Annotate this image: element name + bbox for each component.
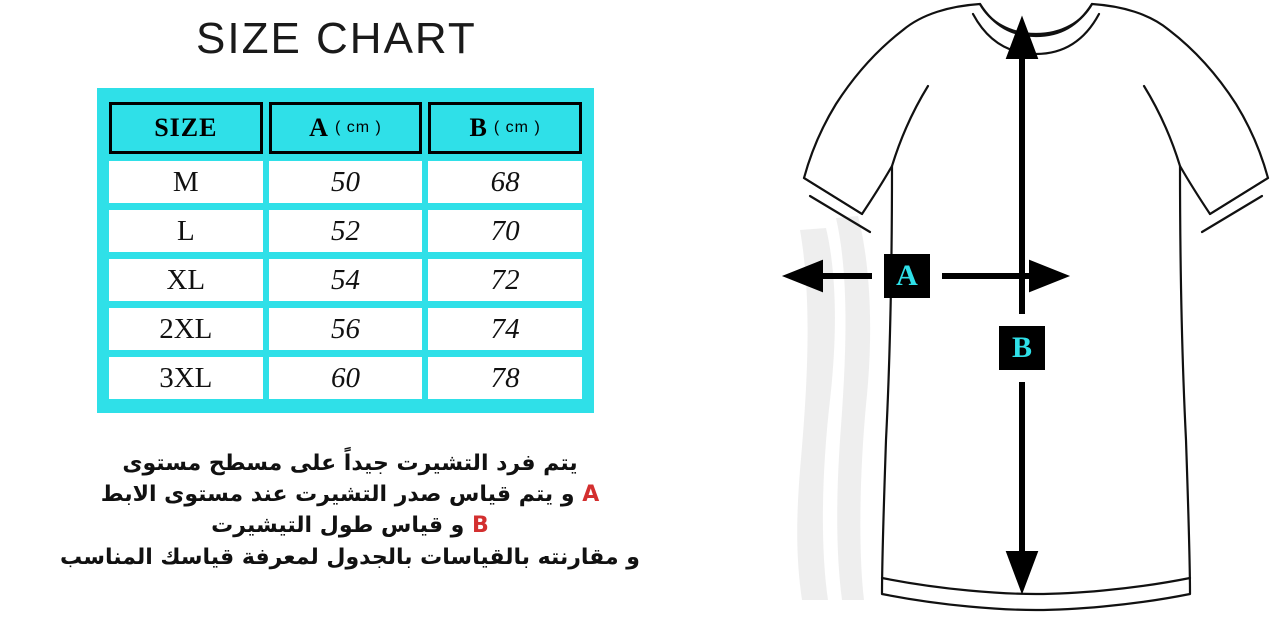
table-row	[109, 308, 582, 350]
header-cell-a	[269, 102, 423, 154]
instruction-line-3	[60, 510, 640, 541]
instruction-line-2	[60, 479, 640, 510]
header-label-size: SIZE	[154, 113, 218, 142]
cell-a: 54	[269, 259, 423, 301]
cell-b: 68	[428, 161, 582, 203]
instruction-line-4: و مقارنته بالقياسات بالجدول لمعرفة قياسك المناسب	[60, 544, 640, 570]
table-header-row	[109, 102, 582, 154]
tshirt-outline-icon	[650, 0, 1280, 619]
cell-a: 60	[269, 357, 423, 399]
header-label-b: B	[469, 113, 488, 142]
cell-size: 2XL	[109, 308, 263, 350]
instruction-line-1: يتم فرد التشيرت جيداً على مسطح مستوى	[122, 451, 578, 476]
size-table-container	[97, 88, 594, 413]
header-unit-a: ( cm )	[334, 119, 382, 136]
header-cell-size	[109, 102, 263, 154]
cell-a: 52	[269, 210, 423, 252]
cell-size: L	[109, 210, 263, 252]
tshirt-diagram	[650, 0, 1280, 619]
cell-b: 74	[428, 308, 582, 350]
cell-size: XL	[109, 259, 263, 301]
measurement-instructions	[60, 448, 640, 573]
table-row	[109, 210, 582, 252]
tshirt-shape	[804, 4, 1268, 610]
table-row	[109, 161, 582, 203]
table-row	[109, 357, 582, 399]
size-table	[103, 95, 588, 406]
instruction-line-2-text: و يتم قياس صدر التشيرت عند مستوى الابط	[100, 482, 575, 508]
cell-b: 72	[428, 259, 582, 301]
instruction-mark-a: A	[582, 482, 600, 508]
cell-a: 56	[269, 308, 423, 350]
page-title: SIZE CHART	[196, 14, 477, 63]
badge-a: A	[884, 254, 930, 298]
cell-size: 3XL	[109, 357, 263, 399]
cell-size: M	[109, 161, 263, 203]
header-cell-b	[428, 102, 582, 154]
cell-a: 50	[269, 161, 423, 203]
cell-b: 70	[428, 210, 582, 252]
cell-b: 78	[428, 357, 582, 399]
instruction-line-3-text: و قياس طول التيشيرت	[211, 513, 465, 539]
table-row	[109, 259, 582, 301]
instruction-mark-b: B	[472, 513, 489, 539]
header-label-a: A	[309, 113, 329, 142]
badge-b: B	[999, 326, 1045, 370]
header-unit-b: ( cm )	[493, 119, 541, 136]
